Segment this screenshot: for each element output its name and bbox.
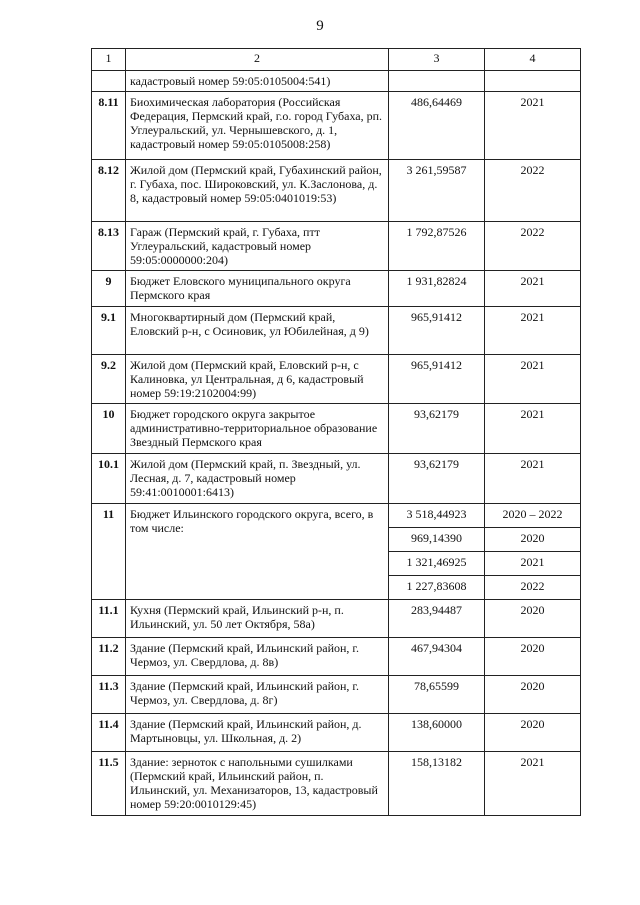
object-name: кадастровый номер 59:05:0105004:541) bbox=[126, 71, 389, 92]
object-name: Здание (Пермский край, Ильинский район, г. Чермоз, ул. Свердлова, д. 8г) bbox=[126, 676, 389, 714]
row-number: 11.4 bbox=[92, 714, 126, 752]
header-cell: 1 bbox=[92, 49, 126, 71]
table-row bbox=[92, 752, 581, 816]
amount: 93,62179 bbox=[389, 454, 485, 504]
table-row bbox=[92, 271, 581, 307]
row-number bbox=[92, 71, 126, 92]
table-row bbox=[92, 454, 581, 504]
row-number: 11.1 bbox=[92, 600, 126, 638]
object-name: Здание (Пермский край, Ильинский район, г. Чермоз, ул. Свердлова, д. 8в) bbox=[126, 638, 389, 676]
row-number: 9.1 bbox=[92, 307, 126, 355]
row-number: 9 bbox=[92, 271, 126, 307]
year: 2022 bbox=[485, 576, 581, 600]
year bbox=[485, 71, 581, 92]
amount: 78,65599 bbox=[389, 676, 485, 714]
year: 2021 bbox=[485, 355, 581, 404]
table-row bbox=[92, 714, 581, 752]
amount: 283,94487 bbox=[389, 600, 485, 638]
row-number: 11.3 bbox=[92, 676, 126, 714]
amount: 1 931,82824 bbox=[389, 271, 485, 307]
row-number: 10.1 bbox=[92, 454, 126, 504]
object-name: Бюджет Еловского муниципального округа Пермского края bbox=[126, 271, 389, 307]
year: 2020 bbox=[485, 528, 581, 552]
row-number: 9.2 bbox=[92, 355, 126, 404]
row-number: 8.11 bbox=[92, 92, 126, 160]
amount: 3 261,59587 bbox=[389, 160, 485, 222]
amount: 1 227,83608 bbox=[389, 576, 485, 600]
row-number: 11.5 bbox=[92, 752, 126, 816]
table-row bbox=[92, 92, 581, 160]
table-row bbox=[92, 307, 581, 355]
year: 2021 bbox=[485, 752, 581, 816]
year: 2020 bbox=[485, 714, 581, 752]
table-row bbox=[92, 676, 581, 714]
amount: 467,94304 bbox=[389, 638, 485, 676]
object-name: Жилой дом (Пермский край, п. Звездный, ул. Лесная, д. 7, кадастровый номер 59:41:0010001:6413) bbox=[126, 454, 389, 504]
amount: 965,91412 bbox=[389, 355, 485, 404]
table-row bbox=[92, 71, 581, 92]
year: 2022 bbox=[485, 222, 581, 271]
amount bbox=[389, 71, 485, 92]
header-cell: 3 bbox=[389, 49, 485, 71]
object-name: Здание (Пермский край, Ильинский район, д. Мартыновцы, ул. Школьная, д. 2) bbox=[126, 714, 389, 752]
table-row bbox=[92, 600, 581, 638]
object-name: Жилой дом (Пермский край, Еловский р-н, с Калиновка, ул Центральная, д 6, кадастровый номер 59:19:2102004:99) bbox=[126, 355, 389, 404]
row-number: 8.12 bbox=[92, 160, 126, 222]
object-name: Жилой дом (Пермский край, Губахинский район, г. Губаха, пос. Широковский, ул. К.Заслонова, д. 8, кадастровый номер 59:05:0401019:53) bbox=[126, 160, 389, 222]
object-name: Бюджет Ильинского городского округа, всего, в том числе: bbox=[126, 504, 389, 600]
row-number: 8.13 bbox=[92, 222, 126, 271]
row-number: 11.2 bbox=[92, 638, 126, 676]
table-row bbox=[92, 504, 581, 528]
year: 2021 bbox=[485, 404, 581, 454]
object-name: Здание: зерноток с напольными сушилками (Пермский край, Ильинский район, п. Ильинский, ул. Механизаторов, 13, кадастровый номер 59:20:0010129:45) bbox=[126, 752, 389, 816]
object-name: Гараж (Пермский край, г. Губаха, птт Углеуральский, кадастровый номер 59:05:0000000:204) bbox=[126, 222, 389, 271]
year: 2020 bbox=[485, 638, 581, 676]
year: 2021 bbox=[485, 271, 581, 307]
object-name: Многоквартирный дом (Пермский край, Еловский р-н, с Осиновик, ул Юбилейная, д 9) bbox=[126, 307, 389, 355]
property-table bbox=[91, 48, 581, 816]
table-row bbox=[92, 355, 581, 404]
amount: 969,14390 bbox=[389, 528, 485, 552]
row-number: 11 bbox=[92, 504, 126, 600]
year: 2020 – 2022 bbox=[485, 504, 581, 528]
object-name: Кухня (Пермский край, Ильинский р-н, п. Ильинский, ул. 50 лет Октября, 58а) bbox=[126, 600, 389, 638]
year: 2021 bbox=[485, 454, 581, 504]
header-cell: 2 bbox=[126, 49, 389, 71]
amount: 93,62179 bbox=[389, 404, 485, 454]
header-row bbox=[92, 49, 581, 71]
object-name: Бюджет городского округа закрытое административно-территориальное образование Звездный Пермского края bbox=[126, 404, 389, 454]
year: 2020 bbox=[485, 676, 581, 714]
amount: 3 518,44923 bbox=[389, 504, 485, 528]
amount: 965,91412 bbox=[389, 307, 485, 355]
amount: 1 792,87526 bbox=[389, 222, 485, 271]
year: 2021 bbox=[485, 92, 581, 160]
table-row bbox=[92, 222, 581, 271]
row-number: 10 bbox=[92, 404, 126, 454]
amount: 158,13182 bbox=[389, 752, 485, 816]
year: 2022 bbox=[485, 160, 581, 222]
year: 2020 bbox=[485, 600, 581, 638]
amount: 138,60000 bbox=[389, 714, 485, 752]
object-name: Биохимическая лаборатория (Российская Федерация, Пермский край, г.о. город Губаха, рп. Углеуральский, ул. Чернышевского, д. 1, кадастровый номер 59:05:0105008:258) bbox=[126, 92, 389, 160]
year: 2021 bbox=[485, 307, 581, 355]
page-number: 9 bbox=[316, 18, 324, 34]
year: 2021 bbox=[485, 552, 581, 576]
table-row bbox=[92, 638, 581, 676]
amount: 1 321,46925 bbox=[389, 552, 485, 576]
table-row bbox=[92, 404, 581, 454]
table-row bbox=[92, 160, 581, 222]
header-cell: 4 bbox=[485, 49, 581, 71]
amount: 486,64469 bbox=[389, 92, 485, 160]
